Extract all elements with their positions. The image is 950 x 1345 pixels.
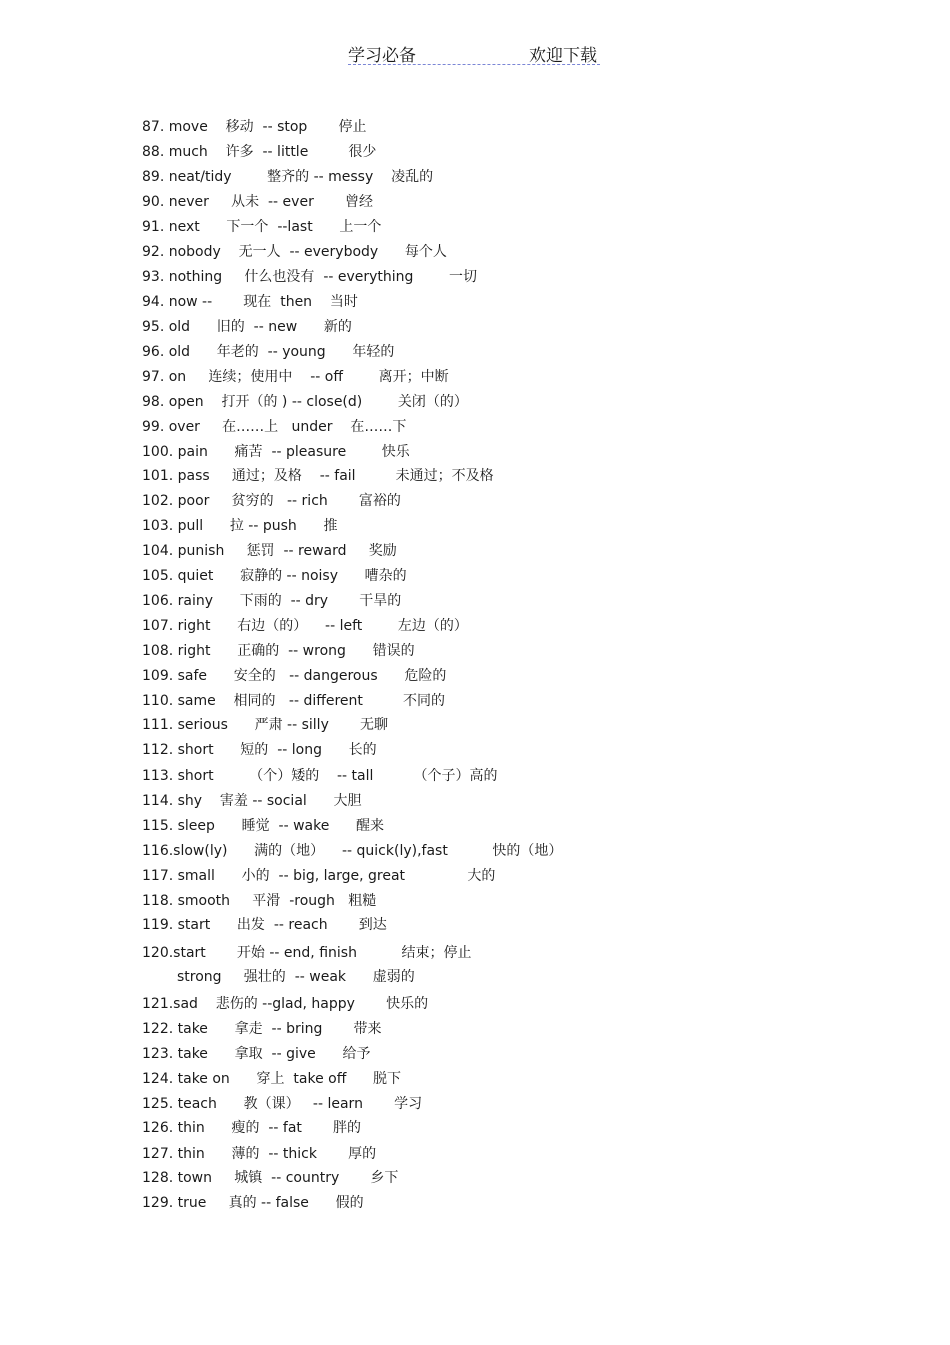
vocab-entry: 91. next 下一个 --last 上一个 <box>142 219 382 235</box>
vocab-entry: 107. right 右边（的） -- left 左边（的） <box>142 618 468 634</box>
vocab-entry: 102. poor 贫穷的 -- rich 富裕的 <box>142 493 401 509</box>
vocab-entry: 108. right 正确的 -- wrong 错误的 <box>142 643 415 659</box>
page-header <box>348 40 600 65</box>
vocab-entry: 98. open 打开（的 ) -- close(d) 关闭（的） <box>142 394 468 410</box>
vocab-entry: 121.sad 悲伤的 --glad, happy 快乐的 <box>142 996 429 1012</box>
vocab-entry: 101. pass 通过；及格 -- fail 未通过；不及格 <box>142 468 494 484</box>
vocab-entry: 94. now -- 现在 then 当时 <box>142 294 358 310</box>
vocab-entry: 120.start 开始 -- end, finish 结束；停止 <box>142 945 472 961</box>
vocab-entry: 109. safe 安全的 -- dangerous 危险的 <box>142 668 447 684</box>
vocab-entry: 113. short （个）矮的 -- tall （个子）高的 <box>142 768 498 784</box>
vocab-entry: 112. short 短的 -- long 长的 <box>142 742 377 758</box>
header-left-text: 学习必备 <box>348 46 416 66</box>
vocab-entry: 106. rainy 下雨的 -- dry 干旱的 <box>142 593 402 609</box>
vocab-entry: 110. same 相同的 -- different 不同的 <box>142 693 445 709</box>
vocab-entry: 126. thin 瘦的 -- fat 胖的 <box>142 1120 362 1136</box>
vocab-entry: 93. nothing 什么也没有 -- everything 一切 <box>142 269 478 285</box>
vocab-entry: 99. over 在……上 under 在……下 <box>142 419 407 435</box>
vocab-entry: 129. true 真的 -- false 假的 <box>142 1195 364 1211</box>
vocab-entry: 105. quiet 寂静的 -- noisy 嘈杂的 <box>142 568 407 584</box>
vocab-entry: 115. sleep 睡觉 -- wake 醒来 <box>142 818 385 834</box>
vocab-entry: 123. take 拿取 -- give 给予 <box>142 1046 371 1062</box>
vocab-entry: 97. on 连续；使用中 -- off 离开；中断 <box>142 369 449 385</box>
vocab-entry: 124. take on 穿上 take off 脱下 <box>142 1071 402 1087</box>
vocab-entry: 116.slow(ly) 满的（地） -- quick(ly),fast 快的（地） <box>142 843 563 859</box>
vocab-entry: 104. punish 惩罚 -- reward 奖励 <box>142 543 397 559</box>
vocab-entry: 92. nobody 无一人 -- everybody 每个人 <box>142 244 447 260</box>
vocab-entry: 114. shy 害羞 -- social 大胆 <box>142 793 362 809</box>
header-right-text: 欢迎下载 <box>529 46 597 66</box>
vocab-entry: 100. pain 痛苦 -- pleasure 快乐 <box>142 444 410 460</box>
vocab-entry: 103. pull 拉 -- push 推 <box>142 518 338 534</box>
vocab-entry: 90. never 从未 -- ever 曾经 <box>142 194 373 210</box>
vocab-entry: 95. old 旧的 -- new 新的 <box>142 319 352 335</box>
vocab-entry: 122. take 拿走 -- bring 带来 <box>142 1021 382 1037</box>
vocab-entry: 87. move 移动 -- stop 停止 <box>142 119 367 135</box>
vocab-entry: 111. serious 严肃 -- silly 无聊 <box>142 717 389 733</box>
vocab-entry: 125. teach 教（课） -- learn 学习 <box>142 1096 423 1112</box>
vocab-entry: 96. old 年老的 -- young 年轻的 <box>142 344 395 360</box>
vocab-entry: 118. smooth 平滑 -rough 粗糙 <box>142 893 377 909</box>
vocab-entry: 89. neat/tidy 整齐的 -- messy 凌乱的 <box>142 169 434 185</box>
vocab-entry: 127. thin 薄的 -- thick 厚的 <box>142 1146 377 1162</box>
vocab-entry: strong 强壮的 -- weak 虚弱的 <box>177 969 415 985</box>
vocab-entry: 128. town 城镇 -- country 乡下 <box>142 1170 399 1186</box>
vocab-entry: 117. small 小的 -- big, large, great 大的 <box>142 868 496 884</box>
vocab-entry: 119. start 出发 -- reach 到达 <box>142 917 387 933</box>
vocab-entry: 88. much 许多 -- little 很少 <box>142 144 377 160</box>
